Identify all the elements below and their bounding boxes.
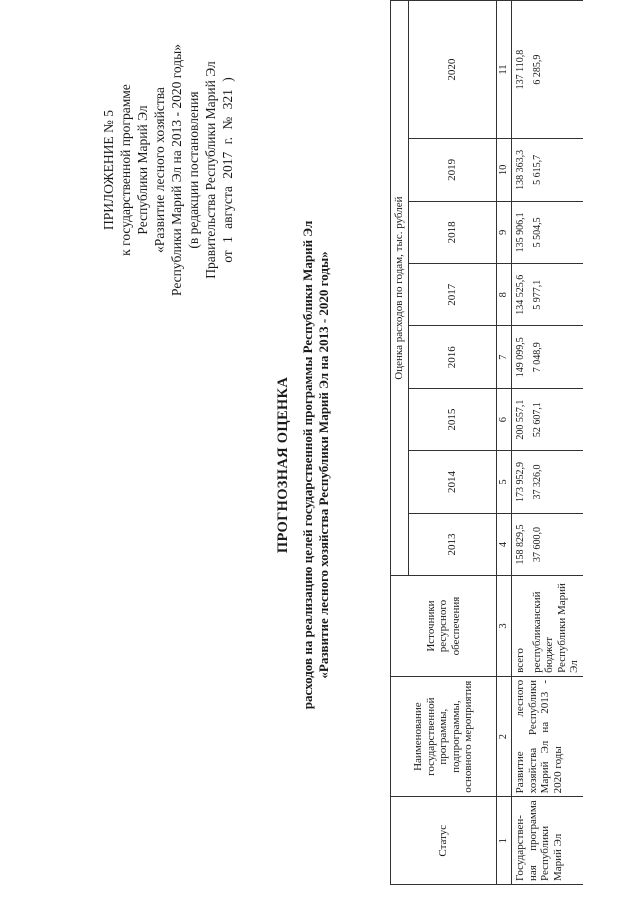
appendix-line-1: ПРИЛОЖЕНИЕ № 5 [101, 109, 116, 231]
appendix-line-6: (в редакции постановления [186, 91, 201, 249]
table-row [512, 1, 529, 885]
value-cell: 52 607,1 [529, 388, 583, 450]
column-number: 6 [496, 388, 512, 450]
header-year: 2013 [408, 513, 496, 575]
value-cell: 5 977,1 [529, 264, 583, 326]
value-cell: 6 285,9 [529, 1, 583, 139]
column-number: 8 [496, 264, 512, 326]
document-subtitle-line-2: «Развитие лесного хозяйства Республики Марий Эл на 2013 - 2020 годы» [316, 251, 331, 679]
header-row-1 [391, 1, 409, 885]
source-cell: всего [512, 576, 529, 677]
header-year: 2020 [408, 1, 496, 139]
column-number: 1 [496, 797, 512, 885]
value-cell: 37 600,0 [529, 513, 583, 575]
header-status: Статус [391, 797, 497, 885]
value-cell: 37 326,0 [529, 451, 583, 513]
column-number: 9 [496, 201, 512, 263]
value-cell: 5 615,7 [529, 139, 583, 201]
header-name: Наименование государственной программы, подпрограммы, основного мероприятия [391, 676, 497, 796]
column-number: 5 [496, 451, 512, 513]
value-cell: 200 557,1 [512, 388, 529, 450]
program-name-cell: Развитие лесного хозяйства Республики Марий Эл на 2013 - 2020 годы [512, 676, 583, 796]
appendix-line-4: «Развитие лесного хозяйства [152, 87, 167, 253]
appendix-line-3: Республики Марий Эл [135, 105, 150, 235]
column-number: 11 [496, 1, 512, 139]
value-cell: 149 099,5 [512, 326, 529, 388]
header-source: Источники ресурсного обеспечения [391, 576, 497, 677]
appendix-block [100, 30, 236, 310]
value-cell: 135 906,1 [512, 201, 529, 263]
header-year: 2018 [408, 201, 496, 263]
column-number-row [496, 1, 512, 885]
value-cell: 158 829,5 [512, 513, 529, 575]
value-cell: 138 363,3 [512, 139, 529, 201]
header-year: 2016 [408, 326, 496, 388]
header-estimate: Оценка расходов по годам, тыс. рублей [391, 1, 409, 576]
value-cell: 5 504,5 [529, 201, 583, 263]
header-year: 2014 [408, 451, 496, 513]
appendix-line-2: к государственной программе [118, 84, 133, 256]
header-year: 2017 [408, 264, 496, 326]
value-cell: 134 525,6 [512, 264, 529, 326]
document-subtitle-line-1: расходов на реализацию целей государственной программы Республики Марий Эл [300, 220, 315, 710]
column-number: 4 [496, 513, 512, 575]
column-number: 7 [496, 326, 512, 388]
column-number: 10 [496, 139, 512, 201]
document-title: ПРОГНОЗНАЯ ОЦЕНКА [275, 376, 291, 554]
heading-block [275, 65, 332, 865]
header-year: 2015 [408, 388, 496, 450]
appendix-line-8: от 1 августа 2017 г. № 321 ) [220, 77, 235, 263]
value-cell: 137 110,8 [512, 1, 529, 139]
column-number: 3 [496, 576, 512, 677]
source-cell: республиканский бюджет Республики Марий Эл [529, 576, 583, 677]
status-cell: Государствен-ная программа Республики Марий Эл [512, 797, 583, 885]
column-number: 2 [496, 676, 512, 796]
appendix-line-5: Республики Марий Эл на 2013 - 2020 годы» [169, 44, 184, 296]
forecast-table [390, 0, 583, 885]
value-cell: 7 048,9 [529, 326, 583, 388]
value-cell: 173 952,9 [512, 451, 529, 513]
header-year: 2019 [408, 139, 496, 201]
appendix-line-7: Правительства Республики Марий Эл [203, 61, 218, 279]
